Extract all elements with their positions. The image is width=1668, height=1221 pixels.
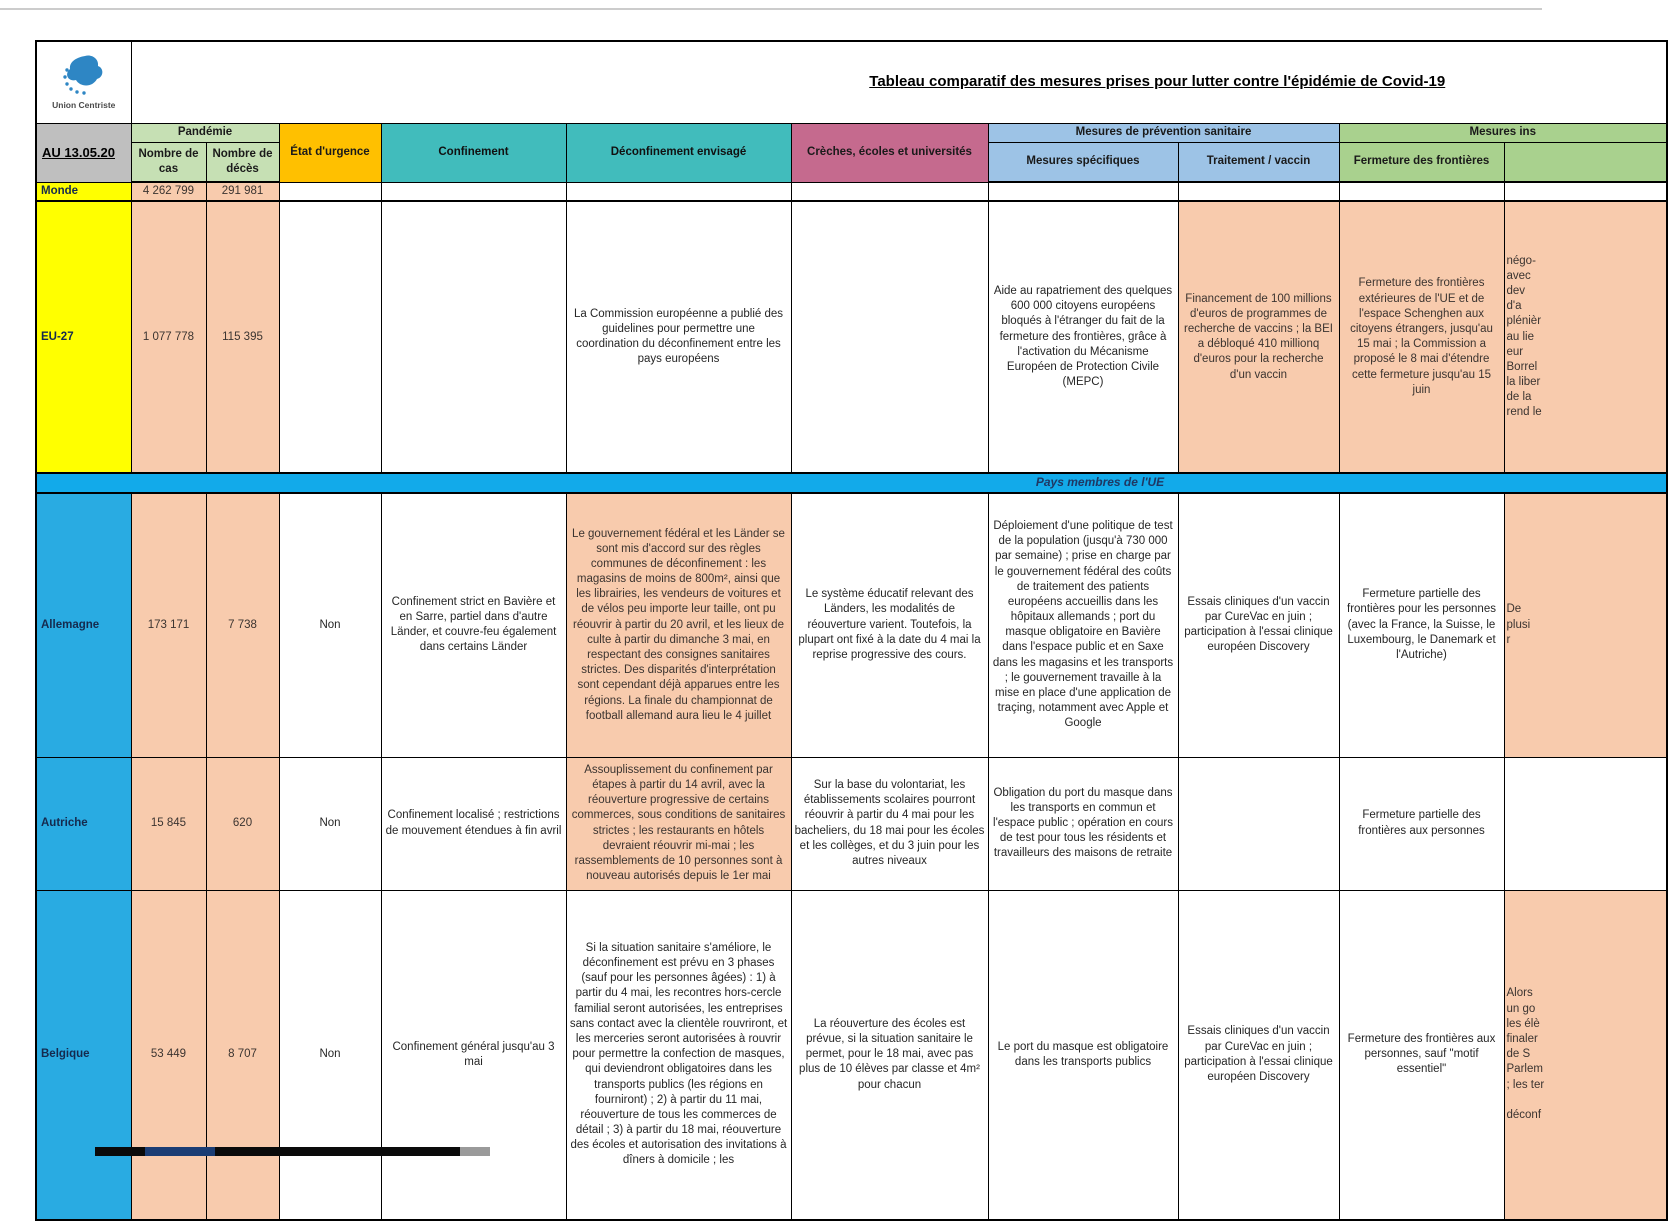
header-fermeture-frontieres: Fermeture des frontières <box>1339 142 1504 182</box>
cell-partial-EU-27: négo- avec dev d'a plénièr au lie eur Borrel la liber de la rend le <box>1504 201 1667 473</box>
cell-partial-Monde <box>1504 182 1667 201</box>
cell-name-Monde: Monde <box>36 182 131 201</box>
cell-frontieres-Monde <box>1339 182 1504 201</box>
cell-etat-EU-27 <box>279 201 381 473</box>
cell-deconfinement-Belgique: Si la situation sanitaire s'améliore, le déconfinement est prévu en 3 phases (sauf pour les personnes âgées) : 1) à partir du 4 mai, les recontres hors-cercle familial seront autorisées, les entreprises sans contact avec la clientèle rouvriront, et les merceries seront autorisées à rouvrir pour permettre la confection de masques, qui deviendront obligatoires dans les transports publics (les régions en fourniront) ; 2) à partir du 11 mai, réouverture de tous les commerces de détail ; 3) à partir du 18 mai, réouverture des écoles et autorisation des invitations à dîners à domicile ; les <box>566 890 791 1220</box>
cell-frontieres-Belgique: Fermeture des frontières aux personnes, sauf "motif essentiel" <box>1339 890 1504 1220</box>
cell-name-Belgique: Belgique <box>36 890 131 1220</box>
cell-confinement-EU-27 <box>381 201 566 473</box>
header-traitement-vaccin: Traitement / vaccin <box>1178 142 1339 182</box>
cell-traitement-Belgique: Essais cliniques d'un vaccin par CureVac en juin ; participation à l'essai clinique européen Discovery <box>1178 890 1339 1220</box>
header-mesures-institutionnelles: Mesures ins <box>1339 123 1667 142</box>
header-institutionnelles-blank <box>1504 142 1667 182</box>
cell-traitement-Monde <box>1178 182 1339 201</box>
cell-traitement-Autriche <box>1178 757 1339 890</box>
cell-name-Autriche: Autriche <box>36 757 131 890</box>
table-row-EU-27 <box>36 201 1667 473</box>
cell-partial-Autriche <box>1504 757 1667 890</box>
cell-etat-Autriche: Non <box>279 757 381 890</box>
header-creches-ecoles: Crèches, écoles et universités <box>791 123 988 182</box>
cell-cases-EU-27: 1 077 778 <box>131 201 206 473</box>
logo-caption: Union Centriste <box>52 99 116 110</box>
cell-mesures-Autriche: Obligation du port du masque dans les transports en commun et l'espace public ; opération en cours de test pour tous les résidents et travailleurs des maisons de retraite <box>988 757 1178 890</box>
cell-creches-Belgique: La réouverture des écoles est prévue, si la situation sanitaire le permet, pour le 18 mai, avec pas plus de 10 élèves par classe et 4m² pour chacun <box>791 890 988 1220</box>
cell-deaths-Autriche: 620 <box>206 757 279 890</box>
date-header: AU 13.05.20 <box>36 123 131 182</box>
cell-deaths-EU-27: 115 395 <box>206 201 279 473</box>
taskbar-fragment-blue <box>145 1147 215 1156</box>
header-confinement: Confinement <box>381 123 566 182</box>
comparison-table-container <box>35 40 1545 1167</box>
page-title: Tableau comparatif des mesures prises pour lutter contre l'épidémie de Covid-19 <box>131 41 1667 123</box>
cell-traitement-Allemagne: Essais cliniques d'un vaccin par CureVac en juin ; participation à l'essai clinique européen Discovery <box>1178 493 1339 757</box>
cell-deconfinement-Monde <box>566 182 791 201</box>
cell-etat-Monde <box>279 182 381 201</box>
cell-mesures-Allemagne: Déploiement d'une politique de test de la population (jusqu'à 730 000 par semaine) ; prise en charge par le gouvernement fédéral des coûts de traitement des patients européens accueillis dans les hôpitaux allemands ; port du masque obligatoire en Bavière dans l'espace public et en Saxe dans les magasins et les transports ; le gouvernement travaille à la mise en place d'une application de traçing, notamment avec Apple et Google <box>988 493 1178 757</box>
cell-frontieres-Allemagne: Fermeture partielle des frontières pour les personnes (avec la France, la Suisse, le Luxembourg, le Danemark et l'Autriche) <box>1339 493 1504 757</box>
header-deconfinement: Déconfinement envisagé <box>566 123 791 182</box>
cell-mesures-Monde <box>988 182 1178 201</box>
cell-mesures-EU-27: Aide au rapatriement des quelques 600 000 citoyens européens bloqués à l'étranger du fait de la fermeture des frontières, grâce à l'activation du Mécanisme Européen de Protection Civile (MEPC) <box>988 201 1178 473</box>
cell-creches-Monde <box>791 182 988 201</box>
cell-cases-Belgique: 53 449 <box>131 890 206 1220</box>
header-pandemie: Pandémie <box>131 123 279 142</box>
cell-deconfinement-EU-27: La Commission européenne a publié des guidelines pour permettre une coordination du déconfinement entre les pays européens <box>566 201 791 473</box>
cell-confinement-Monde <box>381 182 566 201</box>
cell-etat-Allemagne: Non <box>279 493 381 757</box>
header-nombre-deces: Nombre de décès <box>206 142 279 182</box>
cell-confinement-Autriche: Confinement localisé ; restrictions de mouvement étendues à fin avril <box>381 757 566 890</box>
cell-deaths-Monde: 291 981 <box>206 182 279 201</box>
cell-creches-Autriche: Sur la base du volontariat, les établissements scolaires pourront réouvrir à partir du 4 mai pour les bacheliers, du 18 mai pour les écoles et les collèges, et du 3 juin pour les autres niveaux <box>791 757 988 890</box>
cell-frontieres-EU-27: Fermeture des frontières extérieures de l'UE et de l'espace Schenghen aux citoyens étrangers, jusqu'au 15 mai ; la Commission a proposé le 8 mai d'étendre cette fermeture jusqu'au 15 juin <box>1339 201 1504 473</box>
cell-confinement-Belgique: Confinement général jusqu'au 3 mai <box>381 890 566 1220</box>
covid-measures-table <box>35 40 1668 1221</box>
table-row <box>36 41 1667 123</box>
band-row <box>36 473 1667 493</box>
header-prevention-sanitaire: Mesures de prévention sanitaire <box>988 123 1339 142</box>
cell-etat-Belgique: Non <box>279 890 381 1220</box>
cell-deconfinement-Autriche: Assouplissement du confinement par étapes à partir du 14 avril, avec la réouverture progressive de certains commerces, sous conditions de sanitaires strictes ; les restaurants en hôtels devraient réouvrir mi-mai ; les rassemblements de 10 personnes sont à nouveau autorisés depuis le 1er mai <box>566 757 791 890</box>
header-etat-urgence: État d'urgence <box>279 123 381 182</box>
window-divider-line <box>0 8 1542 10</box>
cell-name-EU-27: EU-27 <box>36 201 131 473</box>
cell-frontieres-Autriche: Fermeture partielle des frontières aux personnes <box>1339 757 1504 890</box>
eu-members-band: Pays membres de l'UE <box>36 473 1667 493</box>
cell-partial-Allemagne: De plusi r <box>1504 493 1667 757</box>
table-row-Monde <box>36 182 1667 201</box>
union-centriste-logo-icon <box>61 54 107 99</box>
cell-mesures-Belgique: Le port du masque est obligatoire dans les transports publics <box>988 890 1178 1220</box>
cell-cases-Allemagne: 173 171 <box>131 493 206 757</box>
cell-cases-Monde: 4 262 799 <box>131 182 206 201</box>
logo-cell <box>36 41 131 123</box>
header-nombre-cas: Nombre de cas <box>131 142 206 182</box>
table-row-Belgique <box>36 890 1667 1220</box>
table-row-Allemagne <box>36 493 1667 757</box>
table-row-Autriche <box>36 757 1667 890</box>
table-row <box>36 123 1667 142</box>
header-mesures-specifiques: Mesures spécifiques <box>988 142 1178 182</box>
cell-traitement-EU-27: Financement de 100 millions d'euros de programmes de recherche de vaccins ; la BEI a débloqué 410 millionq d'euros pour la recherche d'un vaccin <box>1178 201 1339 473</box>
cell-deaths-Belgique: 8 707 <box>206 890 279 1220</box>
cell-confinement-Allemagne: Confinement strict en Bavière et en Sarre, partiel dans d'autre Länder, et couvre-feu également dans certains Länder <box>381 493 566 757</box>
taskbar-fragment <box>95 1147 490 1156</box>
cell-creches-EU-27 <box>791 201 988 473</box>
cell-partial-Belgique: Alors un go les élè finaler de S Parlem ; les ter déconf <box>1504 890 1667 1220</box>
cell-deaths-Allemagne: 7 738 <box>206 493 279 757</box>
cell-creches-Allemagne: Le système éducatif relevant des Länders, les modalités de réouverture varient. Toutefois, la plupart ont fixé à la date du 4 mai la reprise progressive des cours. <box>791 493 988 757</box>
taskbar-fragment-grey <box>460 1147 490 1156</box>
cell-name-Allemagne: Allemagne <box>36 493 131 757</box>
cell-deconfinement-Allemagne: Le gouvernement fédéral et les Länder se sont mis d'accord sur des règles communes de déconfinement : les magasins de moins de 800m², ainsi que les librairies, les vendeurs de voitures et de vélos peu importe leur taille, ont pu réouvrir à partir du 20 avril, et les lieux de culte à partir du dimanche 3 mai, en respectant des consignes sanitaires strictes. Des disparités d'interprétation sont cependant déjà apparues entre les régions. La finale du championnat de football allemand aura lieu le 4 juillet <box>566 493 791 757</box>
cell-cases-Autriche: 15 845 <box>131 757 206 890</box>
